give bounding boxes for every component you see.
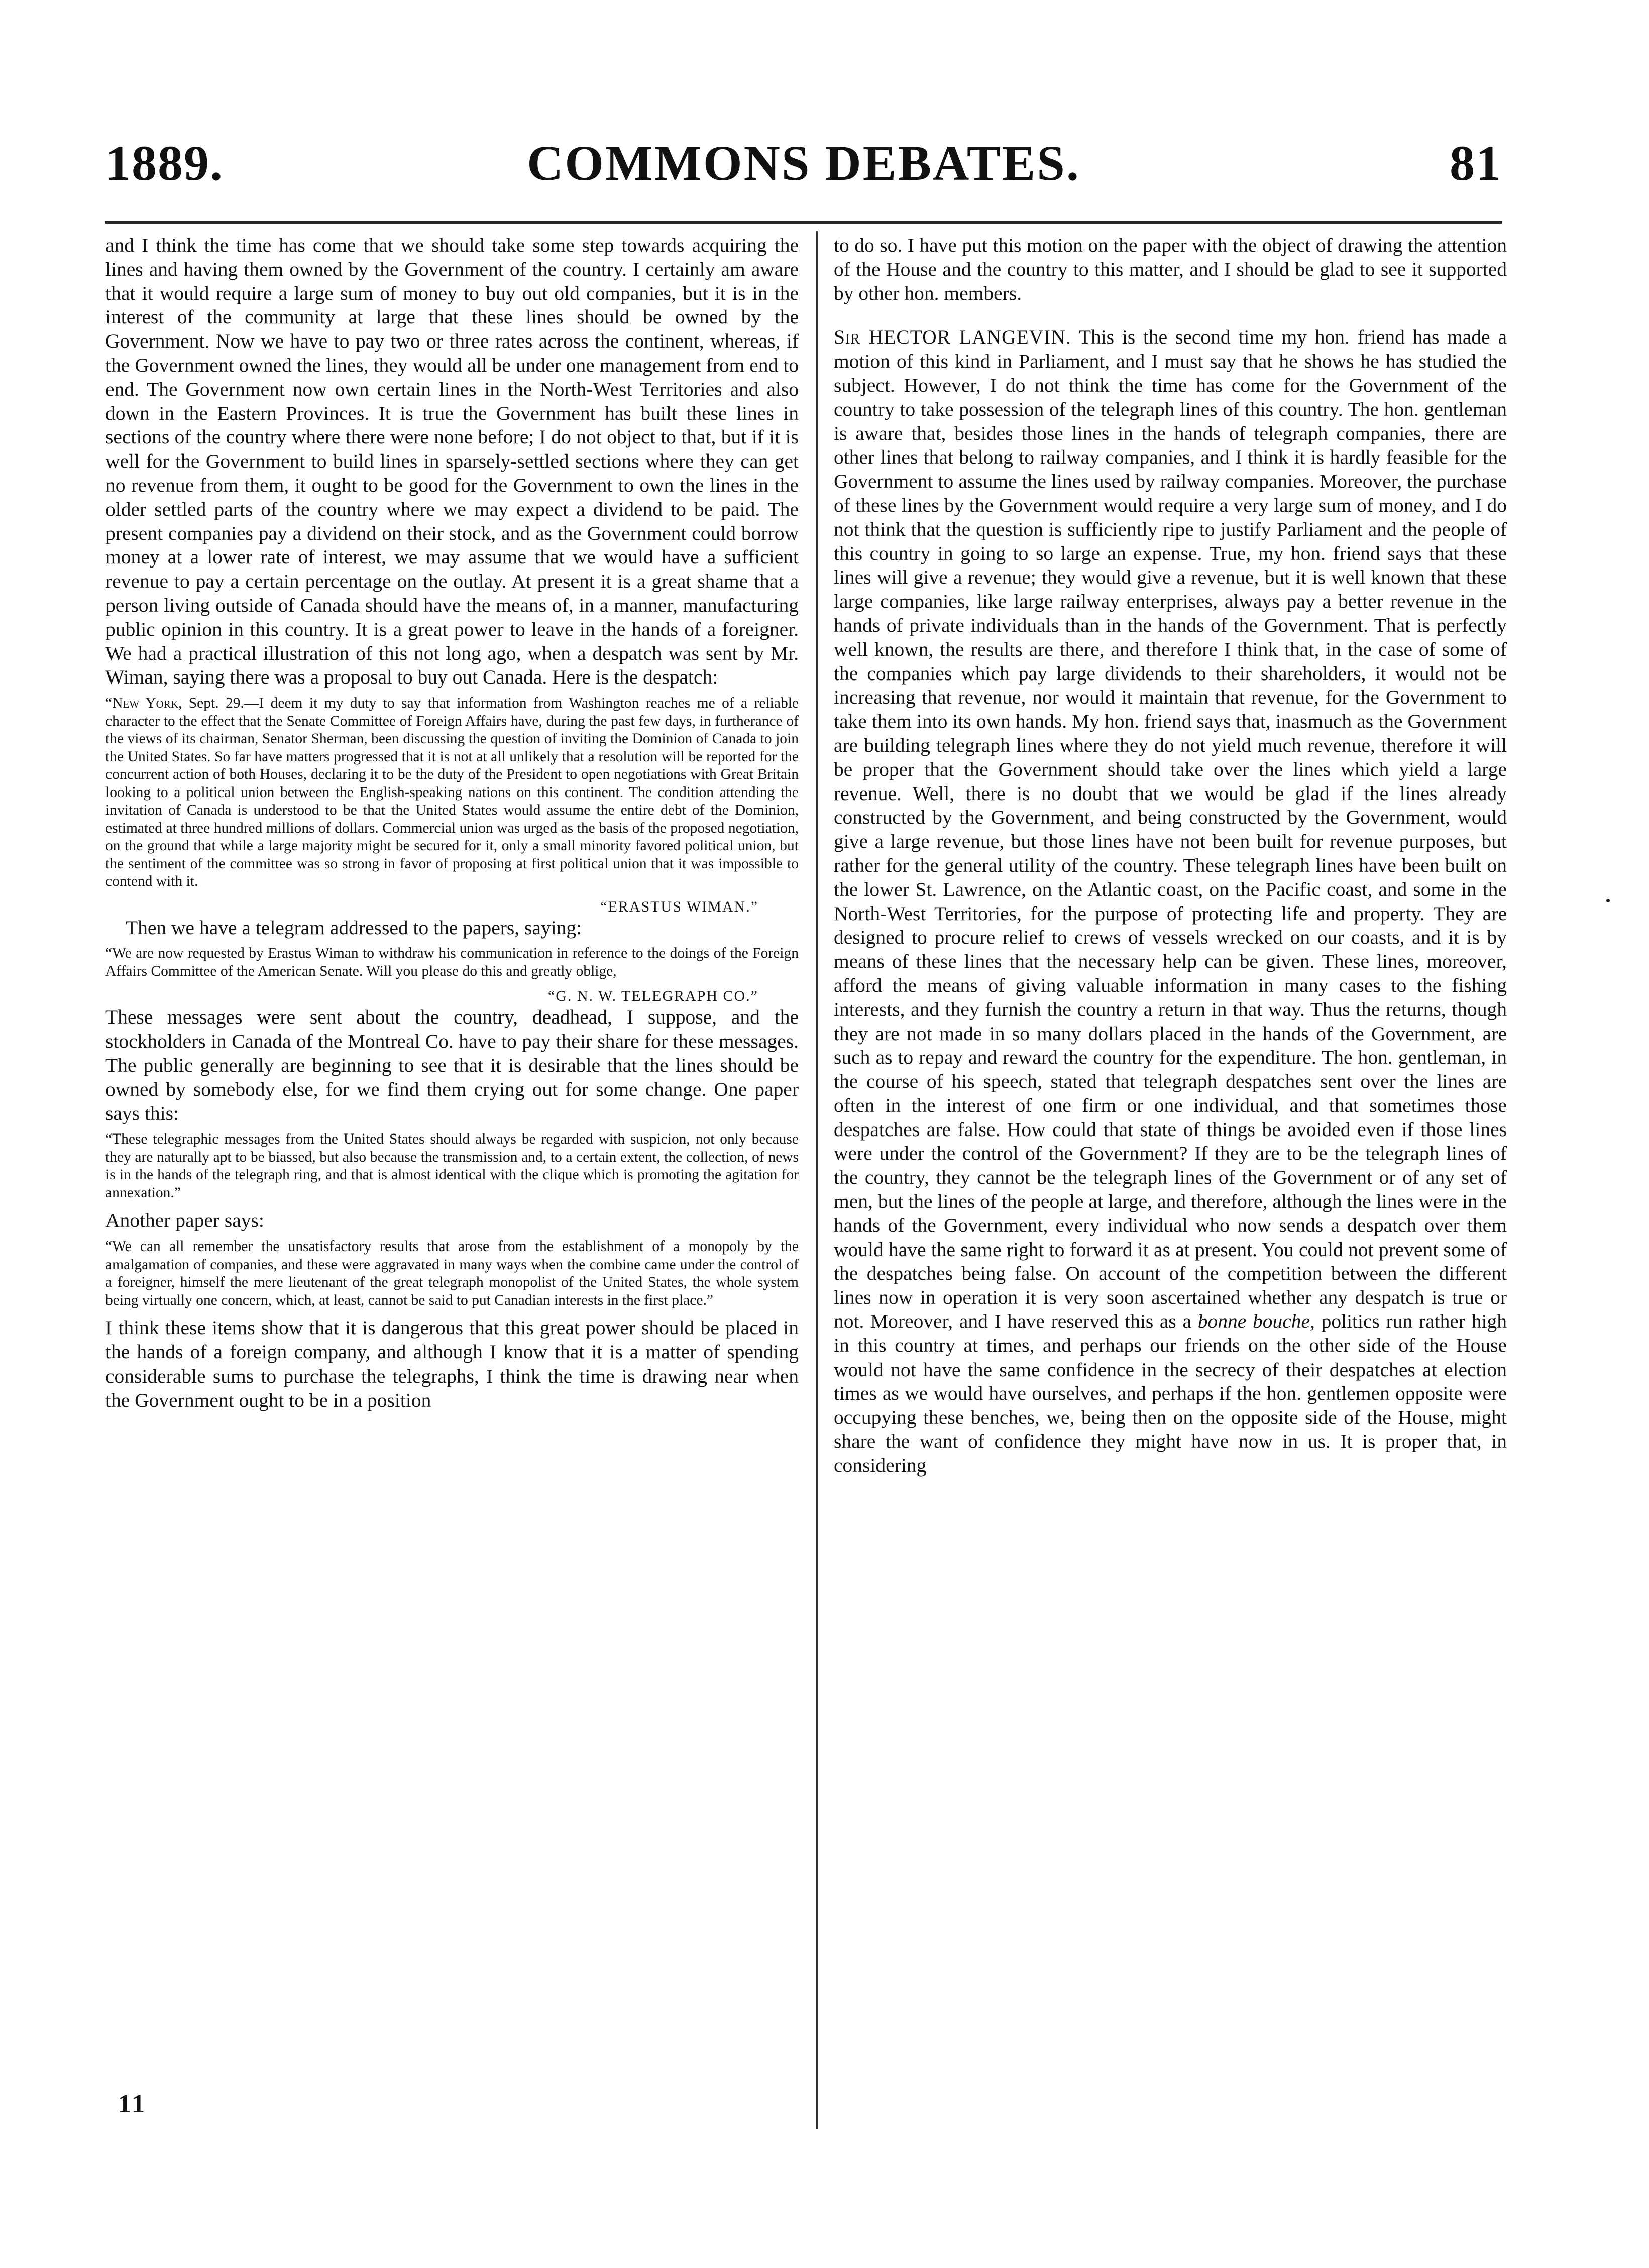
quote-wiman-despatch	[105, 695, 799, 891]
left-paragraph-1: and I think the time has come that we should take some step towards acquiring the lines and having them owned by the Government of the country. I certainly am aware that it would require a large sum of money to buy out old companies, but it is in the interest of the community at large that these lines should be owned by the Government. Now we have to pay two or three rates across the continent, whereas, if the Government owned the lines, they would all be under one management from end to end. The Government now own certain lines in the North-West Territories and also down in the Eastern Provinces. It is true the Government has built these lines in sections of the country where there were none before; I do not object to that, but if it is well for the Government to build lines in sparsely-settled sections where they can get no revenue from them, it ought to be good for the Government to own the lines in the older settled parts of the country where we may expect a dividend to be paid. The present companies pay a dividend on their stock, and as the Government could borrow money at a lower rate of interest, we may assume that we would have a sufficient revenue to pay a certain percentage on the outlay. At present it is a great shame that a person living outside of Canada should have the means of, in a manner, manufacturing public opinion in this country. It is a great power to leave in the hands of a foreigner. We had a practical illustration of this not long ago, when a despatch was sent by Mr. Wiman, saying there was a proposal to buy out Canada. Here is the despatch:	[105, 234, 799, 689]
left-paragraph-5: I think these items show that it is dangerous that this great power should be placed in the hands of a foreign company, and although I know that it is a matter of spending considerable sums to purchase the telegraphs, I think the time is drawing near when the Government ought to be in a position	[105, 1317, 799, 1411]
quote-open-mark: “	[105, 695, 113, 712]
header-page-number: 81	[1450, 135, 1502, 191]
column-divider	[816, 231, 818, 2129]
quote-telegram: “We are now requested by Erastus Wiman to withdraw his communication in reference to the doings of the Foreign Affairs Committee of the American Senate. Will you please do this and greatly oblige,	[105, 945, 799, 979]
left-paragraph-2: Then we have a telegram addressed to the papers, saying:	[126, 916, 582, 939]
quote-body: , Sept. 29.—I deem it my duty to say that information from Washington reaches me of a reliable character to the effect that the Senate Committee of Foreign Affairs have, during the past few days, in furtherance of the views of its chairman, Senator Sherman, been discussing the question of inviting the Dominion of Canada to join the United States. So far have matters progressed that it is not at all unlikely that a resolution will be reported for the concurrent action of both Houses, declaring it to be the duty of the President to open negotiations with Great Britain looking to a political union between the English-speaking nations on this continent. The condition attending the invitation of Canada is understood to be that the United States would assume the entire debt of the Dominion, estimated at three hundred millions of dollars. Commercial union was urged as the basis of the proposed negotiation, on the ground that while a large majority might be secured for it, only a small minority favored political union, but the sentiment of the committee was so strong in favor of proposing at first political union that it was impossible to contend with it.	[105, 695, 799, 890]
right-paragraph-1: to do so. I have put this motion on the paper with the object of drawing the attention of the House and the country to this matter, and I should be glad to see it supported by other hon. members.	[834, 234, 1507, 304]
speech-italic-phrase: bonne bouche,	[1197, 1310, 1315, 1333]
margin-speck	[1606, 899, 1610, 902]
signature-mark: 11	[118, 2090, 147, 2118]
left-paragraph-4: Another paper says:	[105, 1209, 264, 1232]
speech-body: This is the second time my hon. friend has made a motion of this kind in Parliament, and I must say that he shows he has studied the subject. However, I do not think the time has come for the Government of the country to take possession of the telegraph lines of this country. The hon. gentleman is aware that, besides those lines in the hands of telegraph companies, there are other lines that belong to railway companies, and I think it is hardly feasible for the Government to assume the lines used by railway companies. Moreover, the purchase of these lines by the Government would require a very large sum of money, and I do not think that the question is sufficiently ripe to justify Parliament and the people of this country in going to so large an expense. True, my hon. friend says that these lines will give a revenue; they would give a revenue, but it is well known that these large companies, like large railway enterprises, always pay a better revenue in the hands of private individuals than in the hands of the Government. That is perfectly well known, the results are there, and therefore I think that, in the case of some of the companies which pay large dividends to their shareholders, it would not be increasing that revenue, nor would it maintain that revenue, for the Government to take them into its own hands. My hon. friend says that, inasmuch as the Government are building telegraph lines where they do not yield much revenue, therefore it will be proper that the Government should take over the lines which yield a large revenue. Well, there is no doubt that we would be glad if the lines already constructed by the Government, and being constructed by the Government, would give a large revenue, but those lines have not been built for revenue purposes, but rather for the general utility of the country. These telegraph lines have been built on the lower St. Lawrence, on the Atlantic coast, on the Pacific coast, and some in the North-West Territories, for the purpose of protecting life and property. They are designed to procure relief to crews of vessels wrecked on our coasts, and it is by means of these lines that the necessary help can be given. These lines, moreover, afford the means of giving valuable information in many cases to the fishing interests, and they furnish the country a return in that way. Thus the returns, though they are not made in so many dollars placed in the hands of the Government, are such as to repay and reward the country for the expenditure. The hon. gentleman, in the course of his speech, stated that telegraph despatches sent over the lines are often in the interest of one firm or one individual, and that sometimes those despatches are false. How could that state of things be avoided even if those lines were under the control of the Government? If they are to be the telegraph lines of the country, they cannot be the telegraph lines of the Government or of any set of men, but the lines of the people at large, and therefore, although the lines were in the hands of the Government, every individual who now sends a despatch over them would have the same right to forward it as at present. You could not prevent some of the despatches being false. On account of the competition between the different lines now in operation it is very soon ascertained whether any despatch is true or not. Moreover, and I have reserved this as a	[834, 326, 1507, 1333]
quote-wiman-signature: “ERASTUS WIMAN.”	[600, 898, 758, 915]
right-column	[834, 234, 1507, 1478]
speaker-name: Sir HECTOR LANGEVIN.	[834, 326, 1071, 349]
speech-body-end: politics run rather high in this country at times, and perhaps our friends on the other side of the House would not have the same confidence in the secrecy of their despatches at election times as we would have ourselves, and perhaps if the hon. gentlemen opposite were occupying these benches, we, being then on the opposite side of the House, might share the want of confidence they might have now in us. It is proper that, in considering	[834, 1310, 1507, 1477]
quote-telegram-signature: “G. N. W. TELEGRAPH CO.”	[547, 988, 758, 1005]
quote-paper-2: “We can all remember the unsatisfactory results that arose from the establishment of a monopoly by the amalgamation of companies, and these were aggravated in many ways when the combine came under the control of a foreigner, himself the mere lieutenant of the great telegraph monopolist of the United States, the whole system being virtually one concern, which, at least, cannot be said to put Canadian interests in the first place.”	[105, 1238, 799, 1308]
page-header	[105, 126, 1502, 201]
header-rule	[105, 221, 1502, 224]
speech-langevin	[834, 325, 1507, 1478]
quote-paper-1: “These telegraphic messages from the United States should always be regarded with suspicion, not only because they are naturally apt to be biassed, but also because the transmission and, to a certain extent, the collection, of news is in the hands of the telegraph ring, and that is almost identical with the clique which is promoting the agitation for annexation.”	[105, 1131, 799, 1201]
header-year: 1889.	[105, 135, 224, 191]
header-title: COMMONS DEBATES.	[527, 135, 1080, 191]
left-column	[105, 234, 799, 1412]
left-paragraph-3: These messages were sent about the country, deadhead, I suppose, and the stockholders in Canada of the Montreal Co. have to pay their share for these messages. The public generally are beginning to see that it is desirable that the lines should be owned by somebody else, for we find them crying out for some change. One paper says this:	[105, 1006, 799, 1124]
quote-place: New York	[112, 695, 178, 712]
